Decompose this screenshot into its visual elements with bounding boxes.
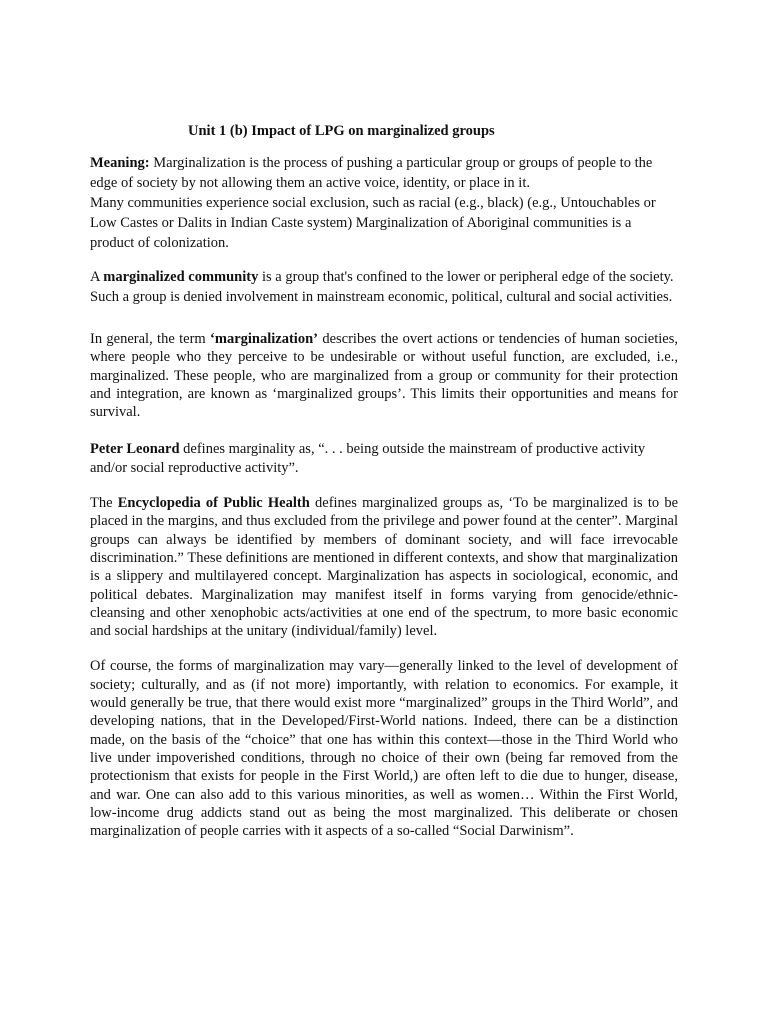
encyclopedia-paragraph: The Encyclopedia of Public Health defines marginalized groups as, ‘To be marginalized is to be placed in the margins, and thus excluded from the privilege and power found at the center”. Marginal groups can always be identified by members of dominant society, and will face irrevocable discrimination.” These definitions are mentioned in different contexts, and show that marginalization is a slippery and multilayered concept. Marginalization has aspects in sociological, economic, and political debates. Marginalization may manifest itself in forms varying from genocide/ethnic-cleansing and other xenophobic acts/activities at one end of the spectrum, to more basic economic and social hardships at the unitary (individual/family) level. xyxy=(90,495,679,640)
meaning-label: Meaning: xyxy=(90,155,150,171)
marginalization-term: ‘marginalization’ xyxy=(210,331,318,347)
encyclopedia-name: Encyclopedia of Public Health xyxy=(117,495,310,512)
document-title: Unit 1 (b) Impact of LPG on marginalized groups xyxy=(188,123,495,139)
forms-of-marginalization-paragraph: Of course, the forms of marginalization may vary—generally linked to the level of development of society; culturally, and as (if not more) importantly, with relation to economics. For example, it would generally be true, that there would exist more “marginalized” groups in the Third World”, and developing nations, that in the Developed/First-World nations. Indeed, there can be a distinction made, on the basis of the “choice” that one has within this context—those in the Third World who live under impoverished conditions, through no choice of their own (being far removed from the protectionism that exists for people in the First World,) are often left to die due to hunger, disease, and war. One can also add to this various minorities, as well as women… Within the First World, low-income drug addicts stand out as being the most marginalized. This deliberate or chosen marginalization of people carries with it aspects of a so-called “Social Darwinism”. xyxy=(90,658,678,840)
meaning-paragraph xyxy=(90,153,678,193)
peter-leonard-paragraph: Peter Leonard defines marginality as, “. . . being outside the mainstream of productive activity and/or social reproductive activity”. xyxy=(90,441,646,476)
peter-leonard-name: Peter Leonard xyxy=(90,441,180,458)
meaning-text: Marginalization is the process of pushing a particular group or groups of people to the edge of society by not allowing them an active voice, identity, or place in it. xyxy=(90,155,653,191)
document-page xyxy=(90,122,678,840)
general-term-paragraph: In general, the term ‘marginalization’ describes the overt actions or tendencies of human societies, where people who they perceive to be undesirable or without useful function, are excluded, i.e., marginalized. These people, who are marginalized from a group or community for their protection and integration, are known as ‘marginalized groups’. This limits their opportunities and means for survival. xyxy=(90,331,678,421)
marginalized-community-paragraph: A marginalized community is a group that's confined to the lower or peripheral edge of the society. Such a group is denied involvement in mainstream economic, political, cultural and social activities. xyxy=(90,269,674,305)
social-exclusion-paragraph: Many communities experience social exclusion, such as racial (e.g., black) (e.g., Untouchables or Low Castes or Dalits in Indian Caste system) Marginalization of Aboriginal communities is a product of colonization. xyxy=(90,195,656,251)
marginalized-community-term: marginalized community xyxy=(103,269,259,285)
